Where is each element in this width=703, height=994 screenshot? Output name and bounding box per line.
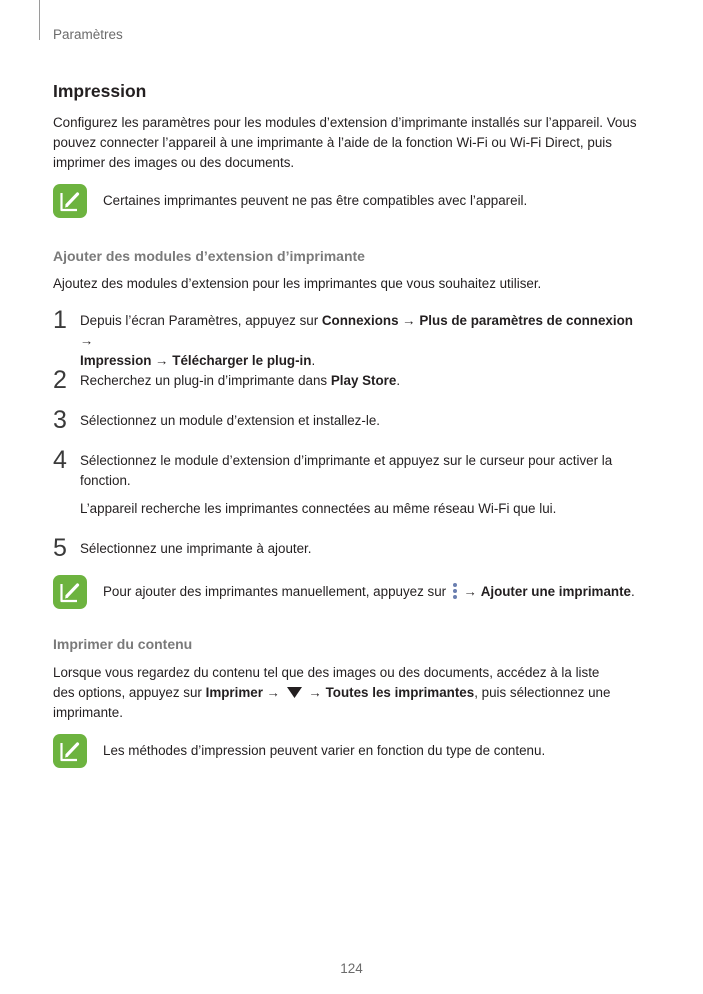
note-print-methods xyxy=(53,734,653,774)
note-pencil-icon xyxy=(53,575,87,609)
step-number: 1 xyxy=(53,306,67,334)
punctuation: . xyxy=(396,373,401,388)
step-text xyxy=(80,311,640,371)
triangle-down-icon xyxy=(287,687,302,698)
punctuation: . xyxy=(630,584,635,599)
step-text: Sélectionnez un module d’extension et installez-le. xyxy=(80,413,380,428)
print-content-paragraph xyxy=(53,663,643,723)
menu-path-all-printers: Toutes les imprimantes xyxy=(325,685,475,700)
header-section-label: Paramètres xyxy=(53,27,123,42)
note-text: Certaines imprimantes peuvent ne pas être compatibles avec l’appareil. xyxy=(103,193,528,208)
paragraph-line-2 xyxy=(53,683,643,703)
page-number: 124 xyxy=(340,961,363,976)
step-sub-text: L’appareil recherche les imprimantes connectées au même réseau Wi-Fi que lui. xyxy=(80,501,557,516)
step-number: 2 xyxy=(53,366,67,394)
step-number: 4 xyxy=(53,446,67,474)
subsection-intro: Ajoutez des modules d’extension pour les imprimantes que vous souhaitez utiliser. xyxy=(53,276,542,291)
menu-path-play-store: Play Store xyxy=(330,373,397,388)
menu-path-add-printer: Ajouter une imprimante xyxy=(480,584,631,599)
note-add-printer xyxy=(53,575,653,615)
step-text xyxy=(80,451,640,519)
arrow: → xyxy=(398,313,420,328)
step-text-line-2: fonction. xyxy=(80,473,131,488)
note-pencil-icon xyxy=(53,184,87,218)
arrow: → xyxy=(151,353,173,368)
note-text xyxy=(103,582,635,602)
note-pencil-icon xyxy=(53,734,87,768)
step-text: Sélectionnez une imprimante à ajouter. xyxy=(80,541,312,556)
note-text: Les méthodes d’impression peuvent varier en fonction du type de contenu. xyxy=(103,743,546,758)
subsection-heading-add-plugins: Ajouter des modules d’extension d’imprimante xyxy=(53,248,365,264)
note-compatibility xyxy=(53,184,653,224)
arrow: → xyxy=(459,584,481,599)
arrow: → xyxy=(304,685,326,700)
menu-path-connexions: Connexions xyxy=(321,313,399,328)
step-text-part: Depuis l’écran Paramètres, appuyez sur xyxy=(80,313,322,328)
intro-paragraph xyxy=(53,113,643,173)
arrow: → xyxy=(262,685,284,700)
subsection-heading-print-content: Imprimer du contenu xyxy=(53,636,193,652)
intro-line-3: imprimer des images ou des documents. xyxy=(53,155,295,170)
step-text xyxy=(80,371,640,391)
note-text-part: Pour ajouter des imprimantes manuellement, appuyez sur xyxy=(103,584,450,599)
step-text-part: Recherchez un plug-in d’imprimante dans xyxy=(80,373,331,388)
menu-path-download-plugin: Télécharger le plug-in xyxy=(172,353,312,368)
arrow: → xyxy=(80,333,94,348)
intro-line-1: Configurez les paramètres pour les modules d’extension d’imprimante installés sur l’appareil. Vous xyxy=(53,115,637,130)
text-part: , puis sélectionnez une xyxy=(474,685,611,700)
step-text-line-1: Sélectionnez le module d’extension d’imprimante et appuyez sur le curseur pour activer la xyxy=(80,453,613,468)
menu-path-imprimer: Imprimer xyxy=(205,685,263,700)
paragraph-line-3: imprimante. xyxy=(53,705,123,720)
intro-line-2: pouvez connecter l’appareil à une imprimante à l’aide de la fonction Wi-Fi ou Wi-Fi Direct, puis xyxy=(53,135,612,150)
paragraph-line-1: Lorsque vous regardez du contenu tel que des images ou des documents, accédez à la liste xyxy=(53,665,600,680)
step-number: 3 xyxy=(53,406,67,434)
more-options-icon xyxy=(452,582,458,600)
menu-path-impression: Impression xyxy=(80,353,152,368)
page-title: Impression xyxy=(53,81,147,101)
text-part: des options, appuyez sur xyxy=(53,685,206,700)
punctuation: . xyxy=(311,353,316,368)
menu-path-more-connection-settings: Plus de paramètres de connexion xyxy=(419,313,633,328)
step-number: 5 xyxy=(53,534,67,562)
header-rule xyxy=(39,0,40,40)
